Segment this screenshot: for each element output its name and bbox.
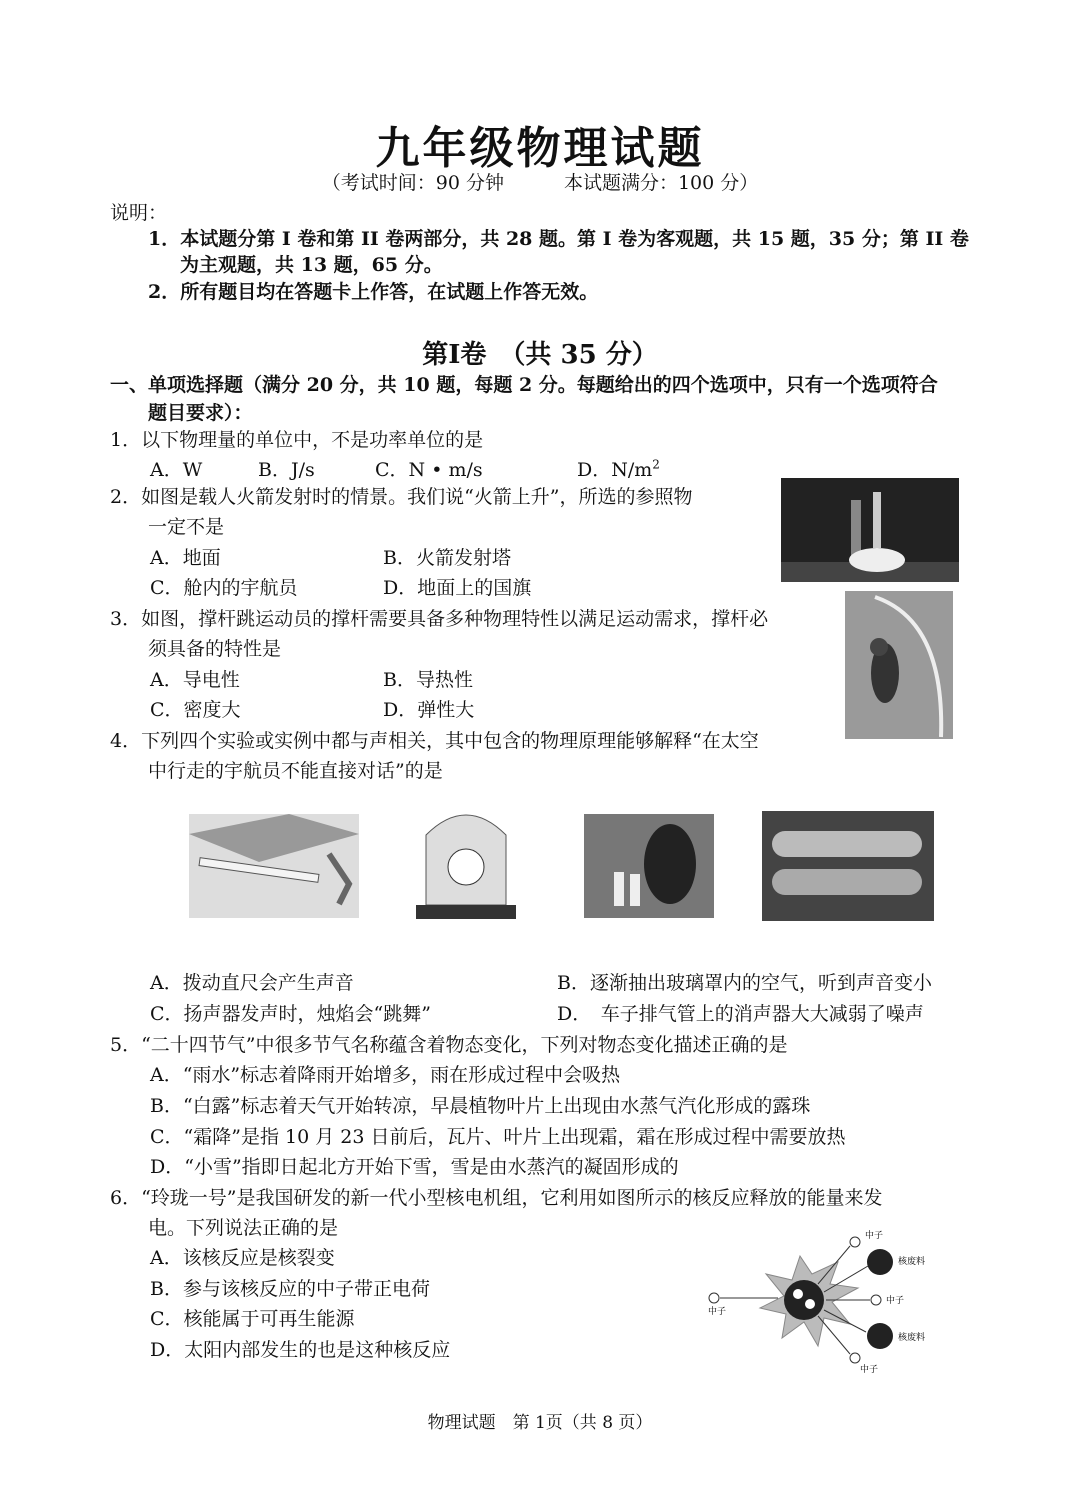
q3-option-c: C．密度大 xyxy=(150,699,241,721)
pole-vault-image xyxy=(845,591,953,739)
q2-stem: 2．如图是载人火箭发射时的情景。我们说“火箭上升”，所选的参照物 xyxy=(110,486,693,508)
pole-vault-bg xyxy=(845,591,953,739)
part-heading-cont: 题目要求）： xyxy=(148,402,253,424)
fission-diagram xyxy=(700,1226,940,1376)
q1-option-d xyxy=(577,455,660,482)
q6-option-a: A．该核反应是核裂变 xyxy=(150,1247,335,1269)
q2-option-c: C．舱内的宇航员 xyxy=(150,577,298,599)
alarm-clock xyxy=(448,849,484,885)
speaker-candle-image xyxy=(584,814,714,918)
q6-option-c: C．核能属于可再生能源 xyxy=(150,1308,355,1330)
incoming-neutron xyxy=(709,1293,719,1303)
bell-jar-base xyxy=(416,905,516,919)
nucleus-dot-1 xyxy=(793,1289,803,1299)
incoming-neutron-label: 中子 xyxy=(708,1307,727,1317)
bell-jar-image xyxy=(412,795,520,923)
neutron-bottom xyxy=(850,1353,860,1363)
fuel-top-label: 核废料 xyxy=(898,1257,926,1267)
q1-stem: 1．以下物理量的单位中，不是功率单位的是 xyxy=(110,429,484,451)
arrow-neutron-top xyxy=(818,1246,850,1284)
q3-stem-cont: 须具备的特性是 xyxy=(148,638,282,660)
exhaust-pipe-lower xyxy=(772,869,922,895)
note-1: 1．本试题分第 I 卷和第 II 卷两部分，共 28 题。第 I 卷为客观题，共 15 题，35 分；第 II 卷 xyxy=(148,228,969,250)
q3-option-d: D．弹性大 xyxy=(383,699,475,721)
q4-option-d: D． 车子排气管上的消声器大大减弱了噪声 xyxy=(557,1003,924,1025)
part-heading: 一、单项选择题（满分 20 分，共 10 题，每题 2 分。每题给出的四个选项中，只有一个选项符合 xyxy=(110,374,938,396)
neutron-mid-label: 中子 xyxy=(886,1296,905,1306)
q3-stem: 3．如图，撑杆跳运动员的撑杆需要具备多种物理特性以满足运动需求，撑杆必 xyxy=(110,608,769,630)
exhaust-pipe-image xyxy=(762,811,934,921)
q1-option-d-sup: 2 xyxy=(652,457,660,472)
q5-option-d: D．“小雪”指即日起北方开始下雪，雪是由水蒸汽的凝固形成的 xyxy=(150,1156,679,1178)
q2-option-b: B．火箭发射塔 xyxy=(383,547,511,569)
exam-subtitle xyxy=(0,168,1080,195)
note-1-cont: 为主观题，共 13 题，65 分。 xyxy=(180,254,443,276)
page-footer: 物理试题 第 1页（共 8 页） xyxy=(427,1413,653,1433)
neutron-top-label: 中子 xyxy=(865,1231,884,1241)
candle-right xyxy=(630,874,640,906)
q4-option-a: A．拨动直尺会产生声音 xyxy=(150,972,354,994)
arrow-fuel-bottom xyxy=(824,1310,866,1332)
q1-option-b: B．J/s xyxy=(258,459,315,481)
q6-stem-cont: 电。下列说法正确的是 xyxy=(148,1217,339,1239)
vaulter-head xyxy=(870,638,888,656)
q2-option-a: A．地面 xyxy=(150,547,221,569)
neutron-top xyxy=(850,1237,860,1247)
q1-option-c: C．N • m/s xyxy=(375,459,483,481)
q5-stem: 5．“二十四节气”中很多节气名称蕴含着物态变化，下列对物态变化描述正确的是 xyxy=(110,1034,788,1056)
q6-option-d: D．太阳内部发生的也是这种核反应 xyxy=(150,1339,451,1361)
q5-option-b: B．“白露”标志着天气开始转凉，早晨植物叶片上出现由水蒸气汽化形成的露珠 xyxy=(150,1095,811,1117)
rocket-body xyxy=(873,492,881,548)
q3-option-a: A．导电性 xyxy=(150,669,240,691)
candle-left xyxy=(614,872,624,906)
q4-option-c: C．扬声器发声时，烛焰会“跳舞” xyxy=(150,1003,431,1025)
rocket-exhaust xyxy=(849,548,905,572)
ruler-experiment-image xyxy=(189,814,359,918)
q4-stem-cont: 中行走的宇航员不能直接对话”的是 xyxy=(148,760,443,782)
q2-stem-cont: 一定不是 xyxy=(148,516,225,538)
q5-option-a: A．“雨水”标志着降雨开始增多，雨在形成过程中会吸热 xyxy=(150,1064,621,1086)
q4-stem: 4．下列四个实验或实例中都与声相关，其中包含的物理原理能够解释“在太空 xyxy=(110,730,759,752)
q3-option-b: B．导热性 xyxy=(383,669,473,691)
neutron-mid xyxy=(871,1295,881,1305)
fuel-top xyxy=(867,1249,893,1275)
exam-time: （考试时间：90 分钟 xyxy=(321,172,504,194)
neutron-bottom-label: 中子 xyxy=(860,1365,879,1375)
exam-score: 本试题满分：100 分） xyxy=(563,172,759,194)
exam-title: 九年级物理试题 xyxy=(375,123,705,174)
q2-option-d: D．地面上的国旗 xyxy=(383,577,532,599)
q6-option-b: B．参与该核反应的中子带正电荷 xyxy=(150,1278,430,1300)
q1-option-a: A．W xyxy=(150,459,203,481)
rocket-launch-image xyxy=(781,478,959,582)
speaker xyxy=(644,824,696,904)
fuel-bottom xyxy=(867,1323,893,1349)
nucleus xyxy=(784,1280,824,1320)
q5-option-c: C．“霜降”是指 10 月 23 日前后，瓦片、叶片上出现霜，霜在形成过程中需要放热 xyxy=(150,1126,846,1148)
exhaust-bg xyxy=(762,811,934,921)
note-2: 2．所有题目均在答题卡上作答，在试题上作答无效。 xyxy=(148,281,599,303)
section-heading: 第Ⅰ卷 （共 35 分） xyxy=(422,340,658,370)
notes-label: 说明： xyxy=(110,202,168,224)
fuel-bottom-label: 核废料 xyxy=(898,1333,926,1343)
q6-stem: 6．“玲珑一号”是我国研发的新一代小型核电机组，它利用如图所示的核反应释放的能量来发 xyxy=(110,1187,883,1209)
q4-option-b: B．逐渐抽出玻璃罩内的空气，听到声音变小 xyxy=(557,972,932,994)
q1-option-d-text: D．N/m xyxy=(577,459,653,481)
nucleus-dot-2 xyxy=(805,1299,815,1309)
exhaust-pipe-upper xyxy=(772,831,922,857)
